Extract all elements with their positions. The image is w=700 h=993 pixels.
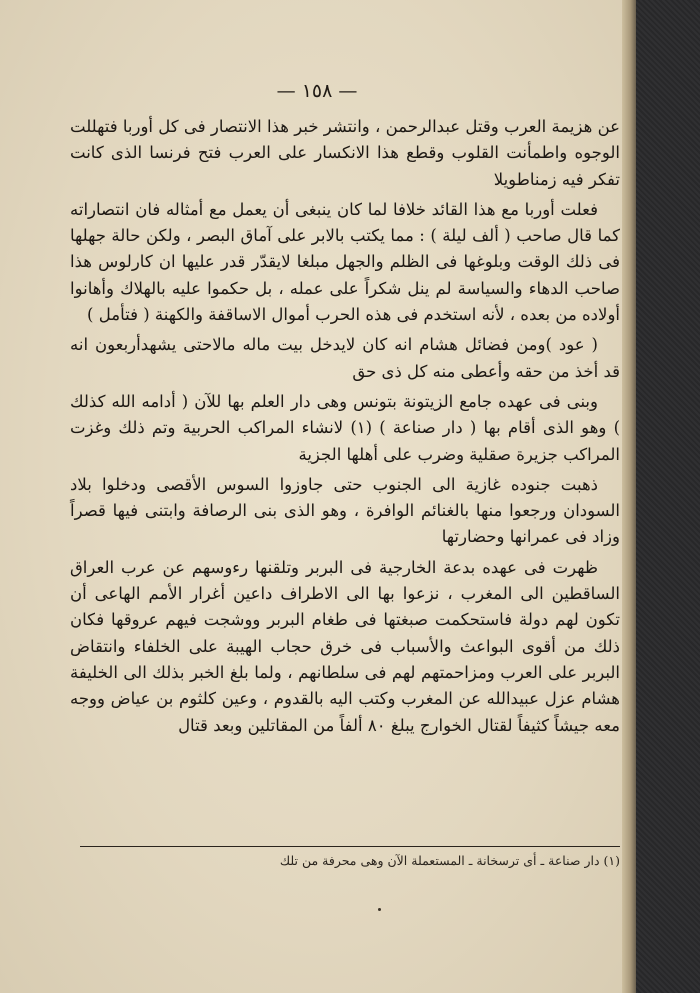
footnote: (١) دار صناعة ـ أى ترسخانة ـ المستعملة الآن وهى محرفة من تلك [279, 853, 620, 868]
ink-dot [378, 908, 381, 911]
page-edge [622, 0, 636, 993]
page-body [70, 114, 620, 743]
footnote-divider [80, 846, 620, 847]
paragraph: فعلت أوربا مع هذا القائد خلافا لما كان ينبغى أن يعمل مع أمثاله فان انتصاراته كما قال صاحب ( ألف ليلة ) : مما يكتب بالابر على آماق البصر ، ولكن حالة جهلها فى ذلك الوقت وبلوغها فى الظلم والجهل مبلغا لايقدّر قدر عليها ان كارلوس هذا صاحب الدهاء والسياسة لم ينل شكراً على عمله ، بل حكموا عليه بالهلاك وأهانوا أولاده من بعده ، لأنه استخدم فى هذه الحرب أموال الاساقفة والكهنة ( فتأمل ) [70, 199, 620, 325]
paragraph: ( عود )ومن فضائل هشام انه كان لايدخل بيت ماله مالاحتى يشهدأربعون انه قد أخذ من حقه وأعطى منه كل ذى حق [70, 335, 620, 381]
book-cover [636, 0, 700, 993]
paragraph: ظهرت فى عهده بدعة الخارجية فى البربر وتلقنها رءوسهم عن عرب العراق الساقطين الى المغرب ، نزعوا بها الى الاطراف داعين أغرار الأمم الهاعى أن تكون لهم دولة فاستحكمت صبغتها فى طغام البربر ووشجت فيهم عروقها فكان ذلك من أقوى البواعث والأسباب فى خرق حجاب الهيبة على الخلفاء وانتقاض البربر على العرب ومزاحمتهم لهم فى سلطانهم ، ولما بلغ الخبر بذلك الى الخليفة هشام عزل عبيدالله عن المغرب وكتب اليه بالقدوم ، وعين كلثوم بن عياض ووجه معه جيشاً كثيفاً لقتال الخوارج يبلغ ٨٠ ألفاً من المقاتلين وبعد قتال [70, 557, 620, 735]
page-number: — ١٥٨ — [276, 80, 358, 102]
paragraph: عن هزيمة العرب وقتل عبدالرحمن ، وانتشر خبر هذا الانتصار فى كل أوربا فتهللت الوجوه واطمأنت القلوب وقطع هذا الانكسار على العرب فتح فرنسا الذى كانت تفكر فيه زمناطويلا [70, 117, 620, 189]
paragraph: ذهبت جنوده غازية الى الجنوب حتى جاوزوا السوس الأقصى ودخلوا بلاد السودان ورجعوا منها بالغنائم الوافرة ، وهو الذى بنى الرصافة وابتنى فيها قصراً وزاد فى عمرانها وحضارتها [70, 474, 620, 547]
paragraph: وبنى فى عهده جامع الزيتونة بتونس وهى دار العلم بها للآن ( أدامه الله كذلك ) وهو الذى أقام بها ( دار صناعة ) (١) لانشاء المراكب الحربية وتم ذلك وغزت المراكب جزيرة صقلية وضرب على أهلها الجزية [70, 391, 621, 464]
